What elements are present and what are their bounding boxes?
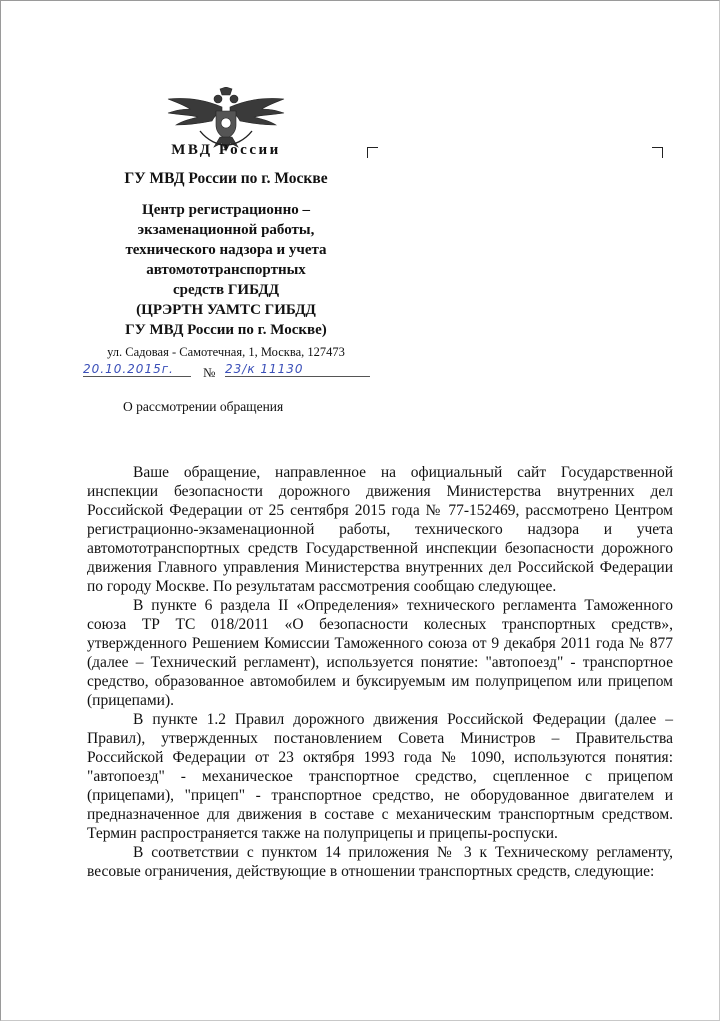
center-line: экзаменационной работы, — [137, 222, 315, 238]
center-line: технического надзора и учета — [125, 242, 327, 258]
department-name: ГУ МВД России по г. Москве — [124, 170, 328, 187]
body-paragraph: В пункте 1.2 Правил дорожного движения Российской Федерации (далее – Правил), утвержденных постановлением Совета Министров – Правительства Российской Федерации от 23 октября 1993 года № 1090, используются понятия: "автопоезд" - механическое транспортное средство, сцепленное с прицепом (прицепами), "прицеп" - транспортное средство, не оборудованное двигателем и предназначенное для движения в составе с механическим транспортным средством. Термин распространяется также на полуприцепы и прицепы-роспуски. — [87, 711, 673, 842]
letter-body — [87, 463, 673, 881]
address: ул. Садовая - Самотечная, 1, Москва, 127473 — [107, 345, 345, 359]
center-line: Центр регистрационно – — [142, 202, 310, 218]
body-paragraph: Ваше обращение, направленное на официальный сайт Государственной инспекции безопасности дорожного движения Министерства внутренних дел Российской Федерации от 25 сентября 2015 года № 77-152469, рассмотрено Центром регистрационно-экзаменационной работы, технического надзора и учета автомототранспортных средств Государственной инспекции безопасности дорожного движения Главного управления Министерства внутренних дел Российской Федерации по городу Москве. По результатам рассмотрения сообщаю следующее. — [87, 464, 673, 595]
agency-name: МВД России — [171, 142, 281, 158]
body-paragraph: В соответствии с пунктом 14 приложения № 3 к Техническому регламенту, весовые ограничения, действующие в отношении транспортных средств, следующие: — [87, 844, 673, 880]
address-corner-right — [652, 147, 663, 158]
center-line: средств ГИБДД — [172, 282, 280, 298]
center-name — [96, 200, 356, 340]
center-line: (ЦРЭРТН УАМТС ГИБДД — [136, 302, 316, 318]
letter-number: 23/к 11130 — [225, 362, 370, 377]
center-line: автомототранспортных — [146, 262, 306, 278]
center-line: ГУ МВД России по г. Москве) — [125, 322, 327, 338]
subject-line: О рассмотрении обращения — [123, 399, 284, 414]
body-paragraph: В пункте 6 раздела II «Определения» технического регламента Таможенного союза ТР ТС 018/2011 «О безопасности колесных транспортных средств», утвержденного Решением Комиссии Таможенного союза от 9 декабря 2011 года № 877 (далее – Технический регламент), используется понятие: "автопоезд" - транспортное средство, образованное автомобилем и буксируемым им полуприцепом или прицепом (прицепами). — [87, 597, 673, 709]
number-sign: № — [203, 365, 216, 380]
address-corner-left — [367, 147, 378, 158]
date-number-line — [83, 362, 373, 383]
letter-date: 20.10.2015г. — [83, 362, 191, 377]
